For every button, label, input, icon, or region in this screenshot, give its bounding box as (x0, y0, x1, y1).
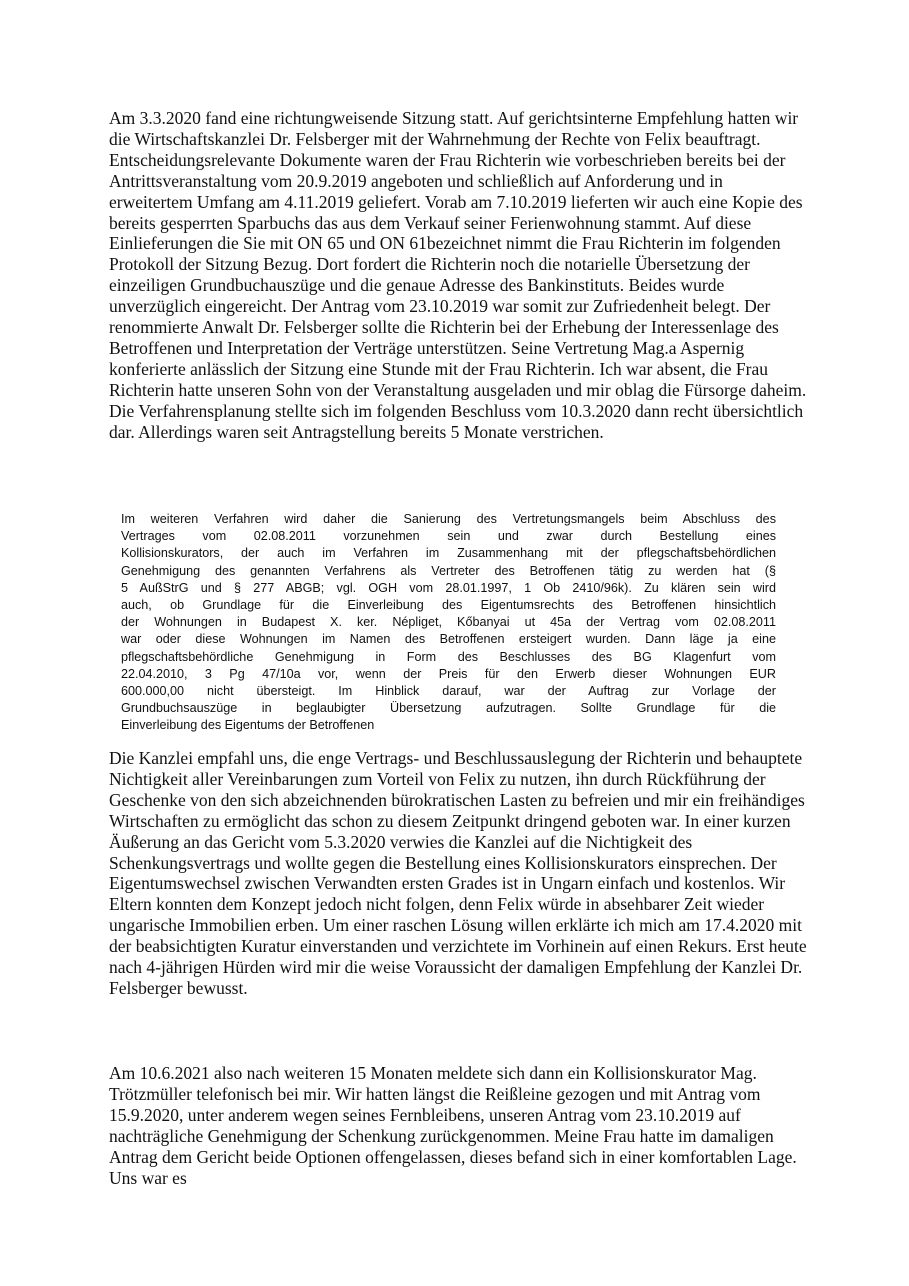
quote-line: pflegschaftsbehördliche Genehmigung in Form des Beschlusses des BG Klagenfurt vom (121, 649, 776, 664)
quote-line: Kollisionskurators, der auch im Verfahren im Zusammenhang mit der pflegschaftsbehördlichen (121, 546, 776, 561)
body-paragraph: Am 3.3.2020 fand eine richtungweisende Sitzung statt. Auf gerichtsinterne Empfehlung hatten wir die Wirtschaftskanzlei Dr. Felsberger mit der Wahrnehmung der Rechte von Felix beauftragt. Entscheidungsrelevante Dokumente waren der Frau Richterin wie vorbeschrieben bereits bei der Antrittsveranstaltung vom 20.9.2019 angeboten und schließlich auf Anforderung und in erweitertem Umfang am 4.11.2019 geliefert. Vorab am 7.10.2019 lieferten wir auch eine Kopie des bereits gesperrten Sparbuchs das aus dem Verkauf seiner Ferienwohnung stammt. Auf diese Einlieferungen die Sie mit ON 65 und ON 61bezeichnet nimmt die Frau Richterin im folgenden Protokoll der Sitzung Bezug. Dort fordert die Richterin noch die notarielle Übersetzung der einzeiligen Grundbuchauszüge und die genaue Adresse des Bankinstituts. Beides wurde unverzüglich eingereicht. Der Antrag vom 23.10.2019 war somit zur Zufriedenheit belegt. Der renommierte Anwalt Dr. Felsberger sollte die Richterin bei der Erhebung der Interessenlage des Betroffenen und Interpretation der Verträge unterstützen. Seine Vertretung Mag.a Aspernig konferierte anlässlich der Sitzung eine Stunde mit der Frau Richterin. Ich war absent, die Frau Richterin hatte unseren Sohn von der Veranstaltung ausgeladen und mir oblag die Fürsorge daheim. Die Verfahrensplanung stellte sich im folgenden Beschluss vom 10.3.2020 dann recht übersichtlich dar. Allerdings waren seit Antragstellung bereits 5 Monate verstrichen. (109, 108, 807, 442)
quote-line: der Wohnungen in Budapest X. ker. Népliget, Kőbanyai ut 45a der Vertrag vom 02.08.2011 (121, 615, 776, 630)
quote-line: auch, ob Grundlage für die Einverleibung des Eigentumsrechts des Betroffenen hinsichtlich (121, 598, 776, 613)
quote-line: 5 AußStrG und § 277 ABGB; vgl. OGH vom 28.01.1997, 1 Ob 2410/96k). Zu klären sein wird (121, 580, 776, 595)
quote-line: Vertrages vom 02.08.2011 vorzunehmen sein und zwar durch Bestellung eines (121, 529, 776, 544)
quote-text (115, 511, 782, 735)
body-paragraph: Die Kanzlei empfahl uns, die enge Vertrags- und Beschlussauslegung der Richterin und behauptete Nichtigkeit aller Vereinbarungen zum Vorteil von Felix zu nutzen, ihn durch Rückführung der Geschenke von den sich abzeichnenden bürokratischen Lasten zu befreien und mir ein freihändiges Wirtschaften zu ermöglicht das schon zu diesem Zeitpunkt dringend geboten war. In einer kurzen Äußerung an das Gericht vom 5.3.2020 verwies die Kanzlei auf die Nichtigkeit des Schenkungsvertrags und wollte gegen die Bestellung eines Kollisionskurators einsprechen. Der Eigentumswechsel zwischen Verwandten ersten Grades ist in Ungarn einfach und kostenlos. Wir Eltern konnten dem Konzept jedoch nicht folgen, denn Felix würde in absehbarer Zeit wieder ungarische Immobilien erben. Um einer raschen Lösung willen erklärte ich mich am 17.4.2020 mit der beabsichtigten Kuratur einverstanden und verzichtete im Vorhinein auf einen Rekurs. Erst heute nach 4-jährigen Hürden wird mir die weise Voraussicht der damaligen Empfehlung der Kanzlei Dr. Felsberger bewusst. (109, 748, 807, 998)
quote-line: war oder diese Wohnungen im Namen des Betroffenen ersteigert wurden. Dann läge ja eine (121, 632, 776, 647)
quote-line: Im weiteren Verfahren wird daher die Sanierung des Vertretungsmangels beim Abschluss des (121, 512, 776, 526)
quote-line: Genehmigung des genannten Verfahrens als Vertreter des Betroffenen tätig zu werden hat (§ (121, 563, 776, 578)
quote-line: Grundbuchsauszüge in beglaubigter Übersetzung aufzutragen. Sollte Grundlage für die (121, 701, 776, 716)
quote-line: Einverleibung des Eigentums der Betroffenen (121, 718, 375, 733)
quoted-court-decision-excerpt (115, 511, 782, 747)
quote-line: 22.04.2010, 3 Pg 47/10a vor, wenn der Preis für den Erwerb dieser Wohnungen EUR (121, 666, 776, 681)
quote-line: 600.000,00 nicht übersteigt. Im Hinblick darauf, war der Auftrag zur Vorlage der (121, 684, 776, 699)
body-paragraph: Am 10.6.2021 also nach weiteren 15 Monaten meldete sich dann ein Kollisionskurator Mag. Trötzmüller telefonisch bei mir. Wir hatten längst die Reißleine gezogen und mit Antrag vom 15.9.2020, unter anderem wegen seines Fernbleibens, unseren Antrag vom 23.10.2019 auf nachträgliche Genehmigung der Schenkung zurückgenommen. Meine Frau hatte im damaligen Antrag dem Gericht beide Optionen offengelassen, dieses befand sich in einer komfortablen Lage. Uns war es (109, 1063, 797, 1188)
